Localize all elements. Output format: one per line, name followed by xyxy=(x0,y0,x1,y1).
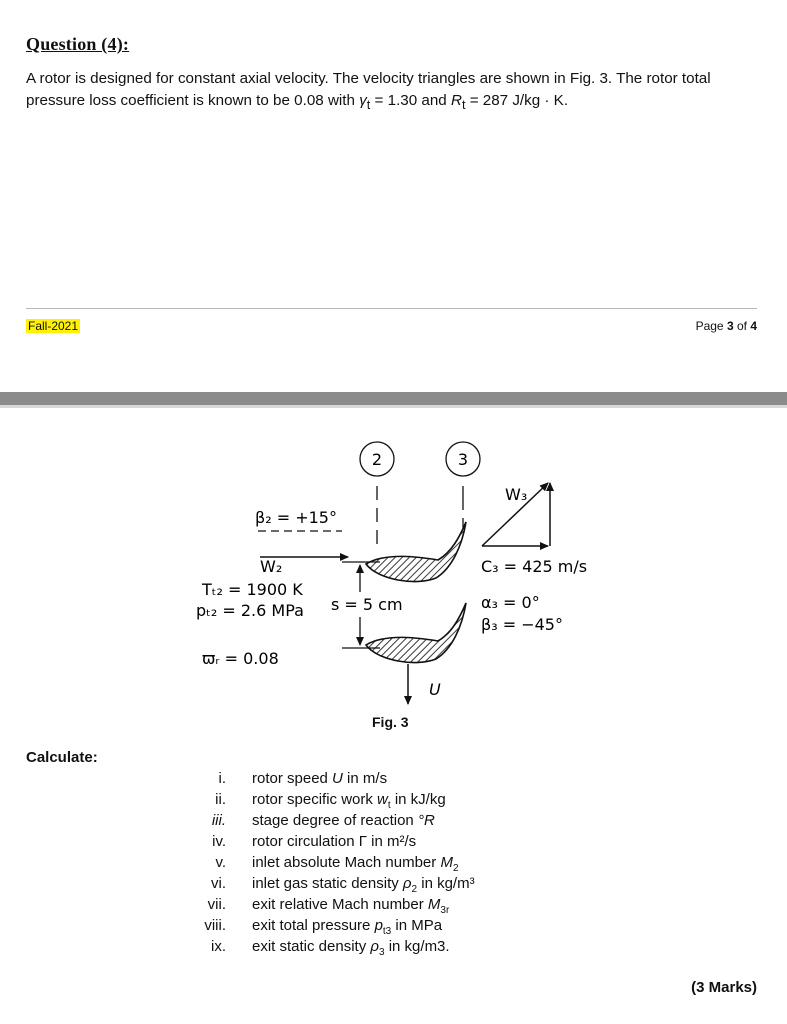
item-symbol: U xyxy=(332,770,343,787)
item-symbol: p xyxy=(374,917,383,934)
station-2-label: 2 xyxy=(371,450,383,469)
item-number: vii. xyxy=(207,896,226,913)
item-text-pre: inlet gas static density xyxy=(252,875,403,892)
intro-line-2-a: pressure loss coefficient is known to be 0.08 with xyxy=(26,92,360,109)
item-text-pre: rotor speed xyxy=(252,770,333,787)
item-text-pre: rotor specific work xyxy=(252,791,378,808)
item-text-post: in kg/m³ xyxy=(417,875,475,892)
item-symbol: °R xyxy=(417,812,435,829)
item-symbol: M xyxy=(440,854,453,871)
calculate-label: Calculate: xyxy=(26,749,98,766)
item-text-post: in MPa xyxy=(391,917,443,934)
w3-label: W₃ xyxy=(505,485,528,504)
item-subscript: t xyxy=(387,800,391,811)
w2-label: W₂ xyxy=(260,557,283,576)
gamma-subscript: t xyxy=(366,98,371,113)
item-symbol: M xyxy=(427,896,441,913)
beta3-label: β₃ = −45° xyxy=(481,615,563,634)
tt2-label: Tₜ₂ = 1900 K xyxy=(202,580,303,599)
page-break xyxy=(0,392,787,405)
r-subscript: t xyxy=(461,98,466,113)
item-text-pre: stage degree of reaction xyxy=(252,812,418,829)
item-text-post: in kJ/kg xyxy=(390,791,446,808)
page-current: 3 xyxy=(726,319,734,333)
page-prefix: Page xyxy=(695,319,727,333)
question-intro xyxy=(26,68,761,116)
blade-upper xyxy=(366,522,466,582)
intro-line-1: A rotor is designed for constant axial velocity. The velocity triangles are shown in Fig. 3. The rotor total xyxy=(26,70,711,87)
beta2-label: β₂ = +15° xyxy=(255,508,337,527)
item-text xyxy=(252,936,450,963)
item-subscript: 2 xyxy=(452,863,459,874)
item-subscript: 3 xyxy=(378,947,385,958)
alpha3-label: α₃ = 0° xyxy=(481,593,540,612)
question-title: Question (4): xyxy=(26,34,130,54)
item-text-post: in m/s xyxy=(342,770,388,787)
item-symbol: ρ xyxy=(402,875,412,892)
item-number: vi. xyxy=(211,875,226,892)
item-number: ii. xyxy=(215,791,226,808)
item-symbol: w xyxy=(377,791,388,808)
gamma-symbol: γ xyxy=(359,92,367,109)
item-number: iv. xyxy=(212,833,226,850)
page-total: 4 xyxy=(750,319,757,333)
item-number: ix. xyxy=(211,938,226,955)
pt2-label: pₜ₂ = 2.6 MPa xyxy=(196,601,304,620)
item-number: viii. xyxy=(204,917,226,934)
item-subscript: t3 xyxy=(382,926,392,937)
item-text-pre: exit total pressure xyxy=(252,917,375,934)
marks-label: (3 Marks) xyxy=(691,979,757,996)
item-number: v. xyxy=(215,854,226,871)
figure-caption: Fig. 3 xyxy=(372,714,409,730)
item-text-post: in kg/m3. xyxy=(384,938,450,955)
item-symbol: ρ xyxy=(370,938,379,955)
term-label: Fall-2021 xyxy=(28,319,79,333)
intro-line-2 xyxy=(26,90,761,116)
omega-r-label: ϖᵣ = 0.08 xyxy=(202,649,279,668)
item-text-pre: rotor circulation Γ in m²/s xyxy=(252,833,417,850)
spacing-label: s = 5 cm xyxy=(331,595,403,614)
item-subscript: 3r xyxy=(440,905,450,916)
r-symbol: R xyxy=(450,92,462,109)
intro-line-2-b: = 1.30 and xyxy=(370,92,451,109)
station-3-label: 3 xyxy=(457,450,469,469)
intro-line-2-c: = 287 J/kg · K. xyxy=(465,92,569,109)
footer-divider xyxy=(26,308,757,309)
item-number: iii. xyxy=(211,812,226,829)
item-subscript: 2 xyxy=(411,884,418,895)
item-number: i. xyxy=(218,770,226,787)
page-mid: of xyxy=(733,319,751,333)
item-text-pre: exit static density xyxy=(252,938,371,955)
figure-3 xyxy=(150,420,630,740)
page-number xyxy=(696,319,757,333)
u-label: U xyxy=(429,680,441,699)
item-text-pre: exit relative Mach number xyxy=(252,896,428,913)
page-break-shadow xyxy=(0,405,787,408)
c3-label: C₃ = 425 m/s xyxy=(481,557,588,576)
item-text-pre: inlet absolute Mach number xyxy=(252,854,441,871)
